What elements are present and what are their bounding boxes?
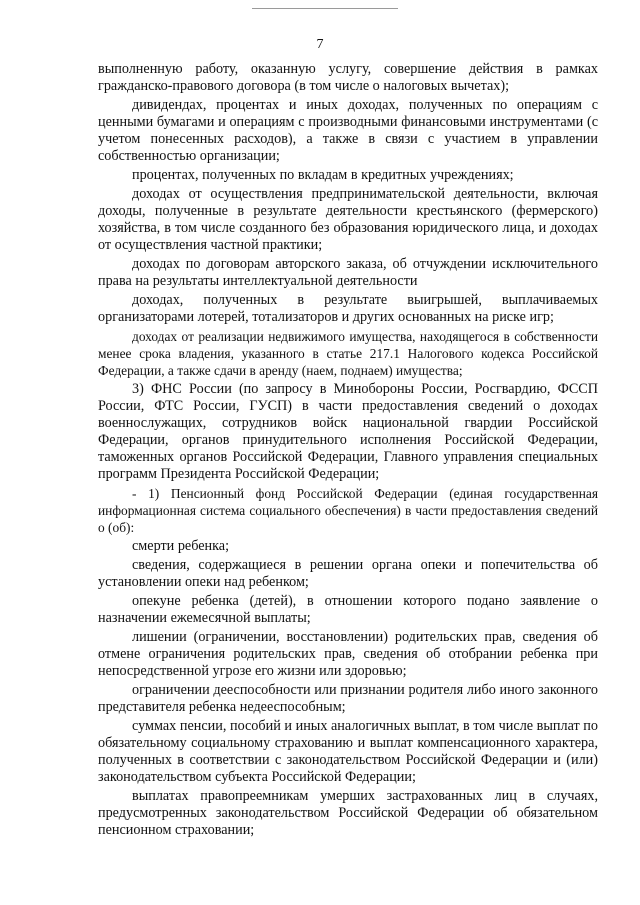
top-divider (252, 8, 398, 9)
paragraph: - 1) Пенсионный фонд Российской Федерации (единая государственная информационная система социального обеспечения) в части предоставления сведений о (об): (98, 486, 598, 535)
paragraph: доходах, полученных в результате выигрышей, выплачиваемых организаторами лотерей, тотализаторов и других основанных на риске игр; (98, 292, 598, 325)
paragraph: доходах от реализации недвижимого имущества, находящегося в собственности менее срока владения, указанного в статье 217.1 Налогового кодекса Российской Федерации, а также сдачи в аренду (наем, поднаем) имущества; (98, 329, 598, 378)
paragraph: дивидендах, процентах и иных доходах, полученных по операциям с ценными бумагами и операциям с производными финансовыми инструментами (с учетом понесенных расходов), а также в связи с участием в управлении собственностью организации; (98, 97, 598, 164)
paragraph: ограничении дееспособности или признании родителя либо иного законного представителя ребенка недееспособным; (98, 682, 598, 715)
paragraph: процентах, полученных по вкладам в кредитных учреждениях; (132, 167, 514, 183)
paragraph: доходах по договорам авторского заказа, об отчуждении исключительного права на результаты интеллектуальной деятельности (98, 256, 598, 289)
paragraph: лишении (ограничении, восстановлении) родительских прав, сведения об отмене ограничения родительских прав, сведения об отобрании ребенка при непосредственной угрозе его жизни или здоровью; (98, 629, 598, 679)
paragraph: сведения, содержащиеся в решении органа опеки и попечительства об установлении опеки над ребенком; (98, 557, 598, 590)
paragraph: опекуне ребенка (детей), в отношении которого подано заявление о назначении ежемесячной выплаты; (98, 593, 598, 626)
paragraph: выплатах правопреемникам умерших застрахованных лиц в случаях, предусмотренных законодательством Российской Федерации об обязательном пенсионном страховании; (98, 788, 598, 838)
paragraph: выполненную работу, оказанную услугу, совершение действия в рамках гражданско-правового договора (в том числе о налоговых вычетах); (98, 61, 598, 94)
paragraph: доходах от осуществления предпринимательской деятельности, включая доходы, полученные в результате деятельности крестьянского (фермерского) хозяйства, в том числе созданного без образования юридического лица, и доходах от осуществления частной практики; (98, 186, 598, 253)
document-body (98, 61, 598, 841)
page-number: 7 (316, 37, 324, 52)
paragraph: 3) ФНС России (по запросу в Минобороны России, Росгвардию, ФССП России, ФТС России, ГУСП) в части предоставления сведений о доходах военнослужащих, сотрудников войск национальной гвардии Российской Федерации, органов принудительного исполнения Российской Федерации, таможенных органов Российской Федерации, Главного управления специальных программ Президента Российской Федерации; (98, 381, 598, 482)
paragraph: суммах пенсии, пособий и иных аналогичных выплат, в том числе выплат по обязательному социальному страхованию и выплат компенсационного характера, полученных в соответствии с законодательством Российской Федерации и (или) законодательством субъекта Российской Федерации; (98, 718, 598, 785)
paragraph: смерти ребенка; (132, 538, 230, 554)
